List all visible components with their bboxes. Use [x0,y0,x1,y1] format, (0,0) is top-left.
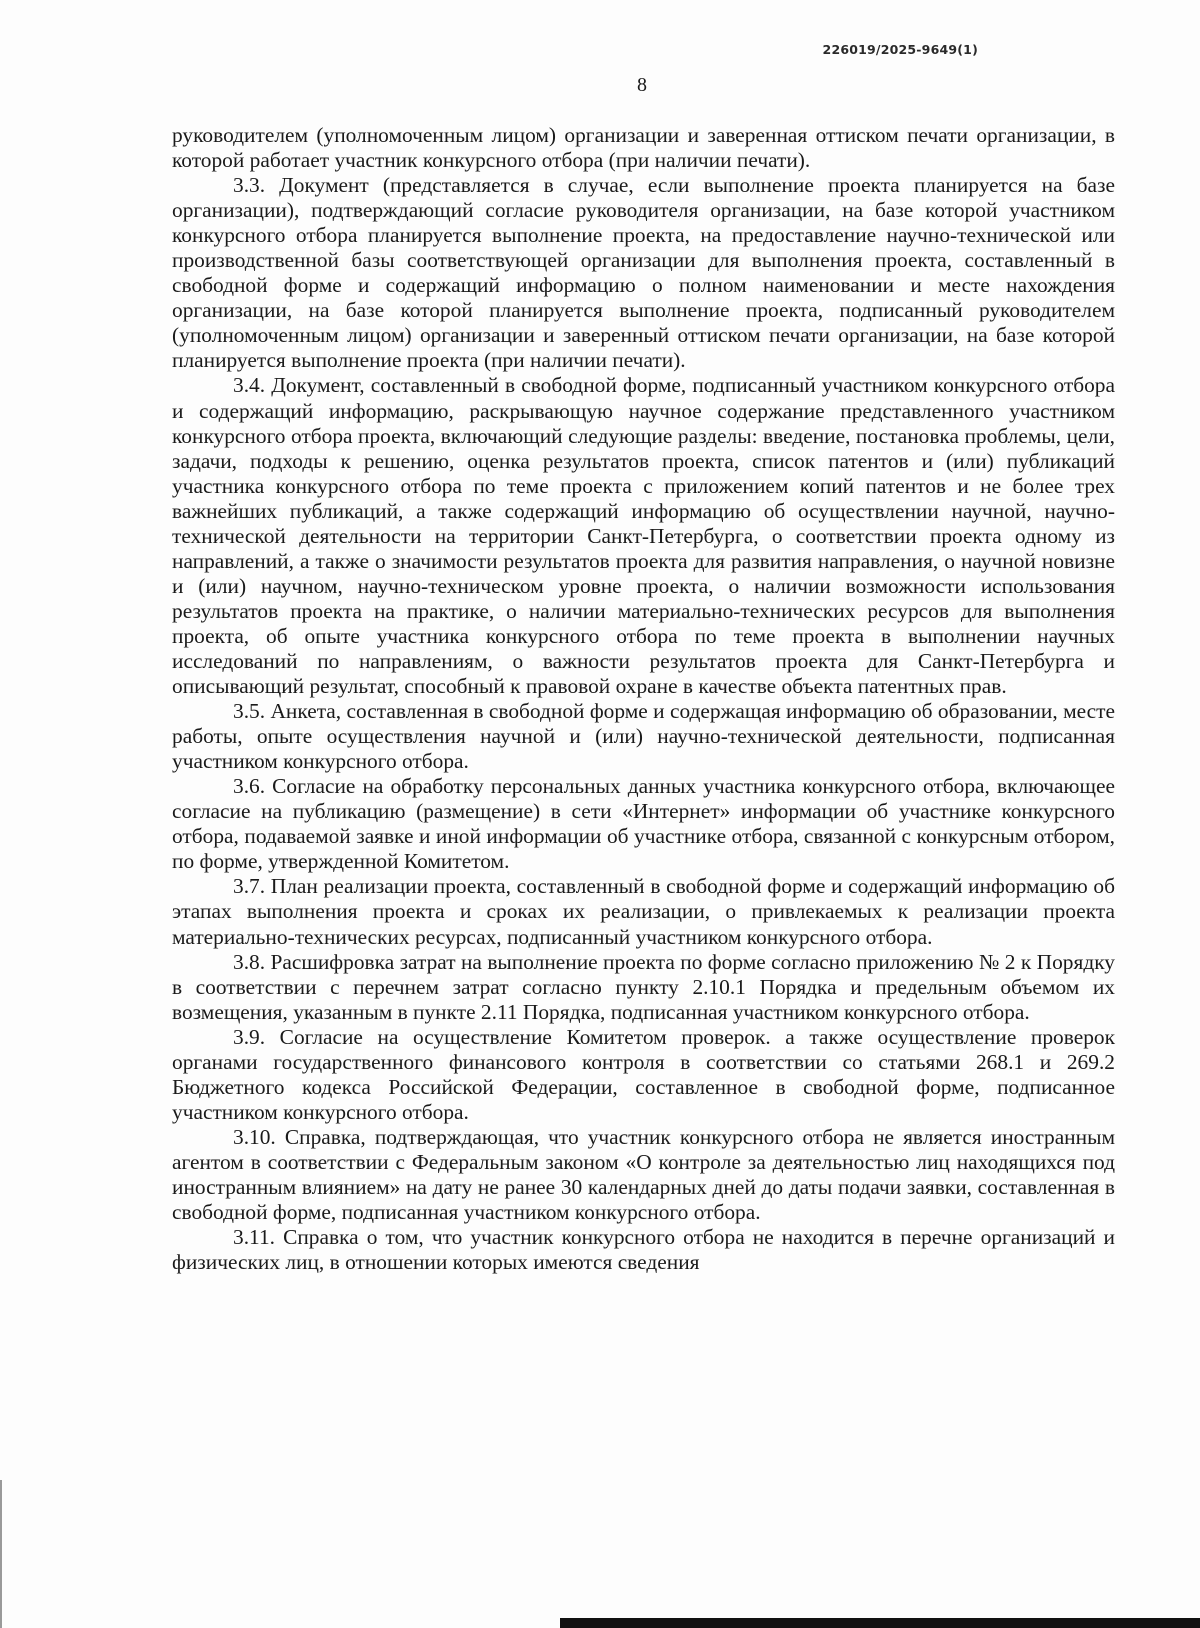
paragraph-continuation: руководителем (уполномоченным лицом) организации и заверенная оттиском печати организации, в которой работает участник конкурсного отбора (при наличии печати). [172,123,1115,173]
scan-edge-bottom [560,1618,1200,1628]
paragraph-3-4: 3.4. Документ, составленный в свободной форме, подписанный участником конкурсного отбора и содержащий информацию, раскрывающую научное содержание представленного участником конкурсного отбора проекта, включающий следующие разделы: введение, постановка проблемы, цели, задачи, подходы к решению, оценка результатов проекта, список патентов и (или) публикаций участника конкурсного отбора по теме проекта с приложением копий патентов и не более трех важнейших публикаций, а также содержащий информацию об осуществлении научной, научно-технической деятельности на территории Санкт-Петербурга, о соответствии проекта одному из направлений, а также о значимости результатов проекта для развития направления, о научной новизне и (или) научном, научно-техническом уровне проекта, о наличии возможности использования результатов проекта на практике, о наличии материально-технических ресурсов для выполнения проекта, об опыте участника конкурсного отбора по теме проекта в выполнении научных исследований по направлениям, о важности результатов проекта для Санкт-Петербурга и описывающий результат, способный к правовой охране в качестве объекта патентных прав. [172,373,1115,699]
paragraph-3-5: 3.5. Анкета, составленная в свободной форме и содержащая информацию об образовании, месте работы, опыте осуществления научной и (или) научно-технической деятельности, подписанная участником конкурсного отбора. [172,699,1115,774]
page-number: 8 [637,74,647,96]
paragraph-3-8: 3.8. Расшифровка затрат на выполнение проекта по форме согласно приложению № 2 к Порядку в соответствии с перечнем затрат согласно пункту 2.10.1 Порядка и предельным объемом их возмещения, указанным в пункте 2.11 Порядка, подписанная участником конкурсного отбора. [172,949,1115,1024]
scan-edge-left [0,1480,2,1628]
paragraph-3-6: 3.6. Согласие на обработку персональных данных участника конкурсного отбора, включающее согласие на публикацию (размещение) в сети «Интернет» информации об участнике конкурсного отбора, подаваемой заявке и иной информации об участнике отбора, связанной с конкурсным отбором, по форме, утвержденной Комитетом. [172,774,1115,874]
paragraph-3-11: 3.11. Справка о том, что участник конкурсного отбора не находится в перечне организаций и физических лиц, в отношении которых имеются сведения [172,1225,1115,1275]
document-reference-number: 226019/2025-9649(1) [822,42,978,57]
document-body [172,123,1115,1275]
paragraph-3-9: 3.9. Согласие на осуществление Комитетом проверок. а также осуществление проверок органами государственного финансового контроля в соответствии со статьями 268.1 и 269.2 Бюджетного кодекса Российской Федерации, составленное в свободной форме, подписанное участником конкурсного отбора. [172,1024,1115,1124]
paragraph-3-3: 3.3. Документ (представляется в случае, если выполнение проекта планируется на базе организации), подтверждающий согласие руководителя организации, на базе которой участником конкурсного отбора планируется выполнение проекта, на предоставление научно-технической или производственной базы соответствующей организации для выполнения проекта, составленный в свободной форме и содержащий информацию о полном наименовании и месте нахождения организации, на базе которой планируется выполнение проекта, подписанный руководителем (уполномоченным лицом) организации и заверенный оттиском печати организации, на базе которой планируется выполнение проекта (при наличии печати). [172,173,1115,373]
paragraph-3-7: 3.7. План реализации проекта, составленный в свободной форме и содержащий информацию об этапах выполнения проекта и сроках их реализации, о привлекаемых к реализации проекта материально-технических ресурсах, подписанный участником конкурсного отбора. [172,874,1115,949]
paragraph-3-10: 3.10. Справка, подтверждающая, что участник конкурсного отбора не является иностранным агентом в соответствии с Федеральным законом «О контроле за деятельностью лиц находящихся под иностранным влиянием» на дату не ранее 30 календарных дней до даты подачи заявки, составленная в свободной форме, подписанная участником конкурсного отбора. [172,1124,1115,1225]
